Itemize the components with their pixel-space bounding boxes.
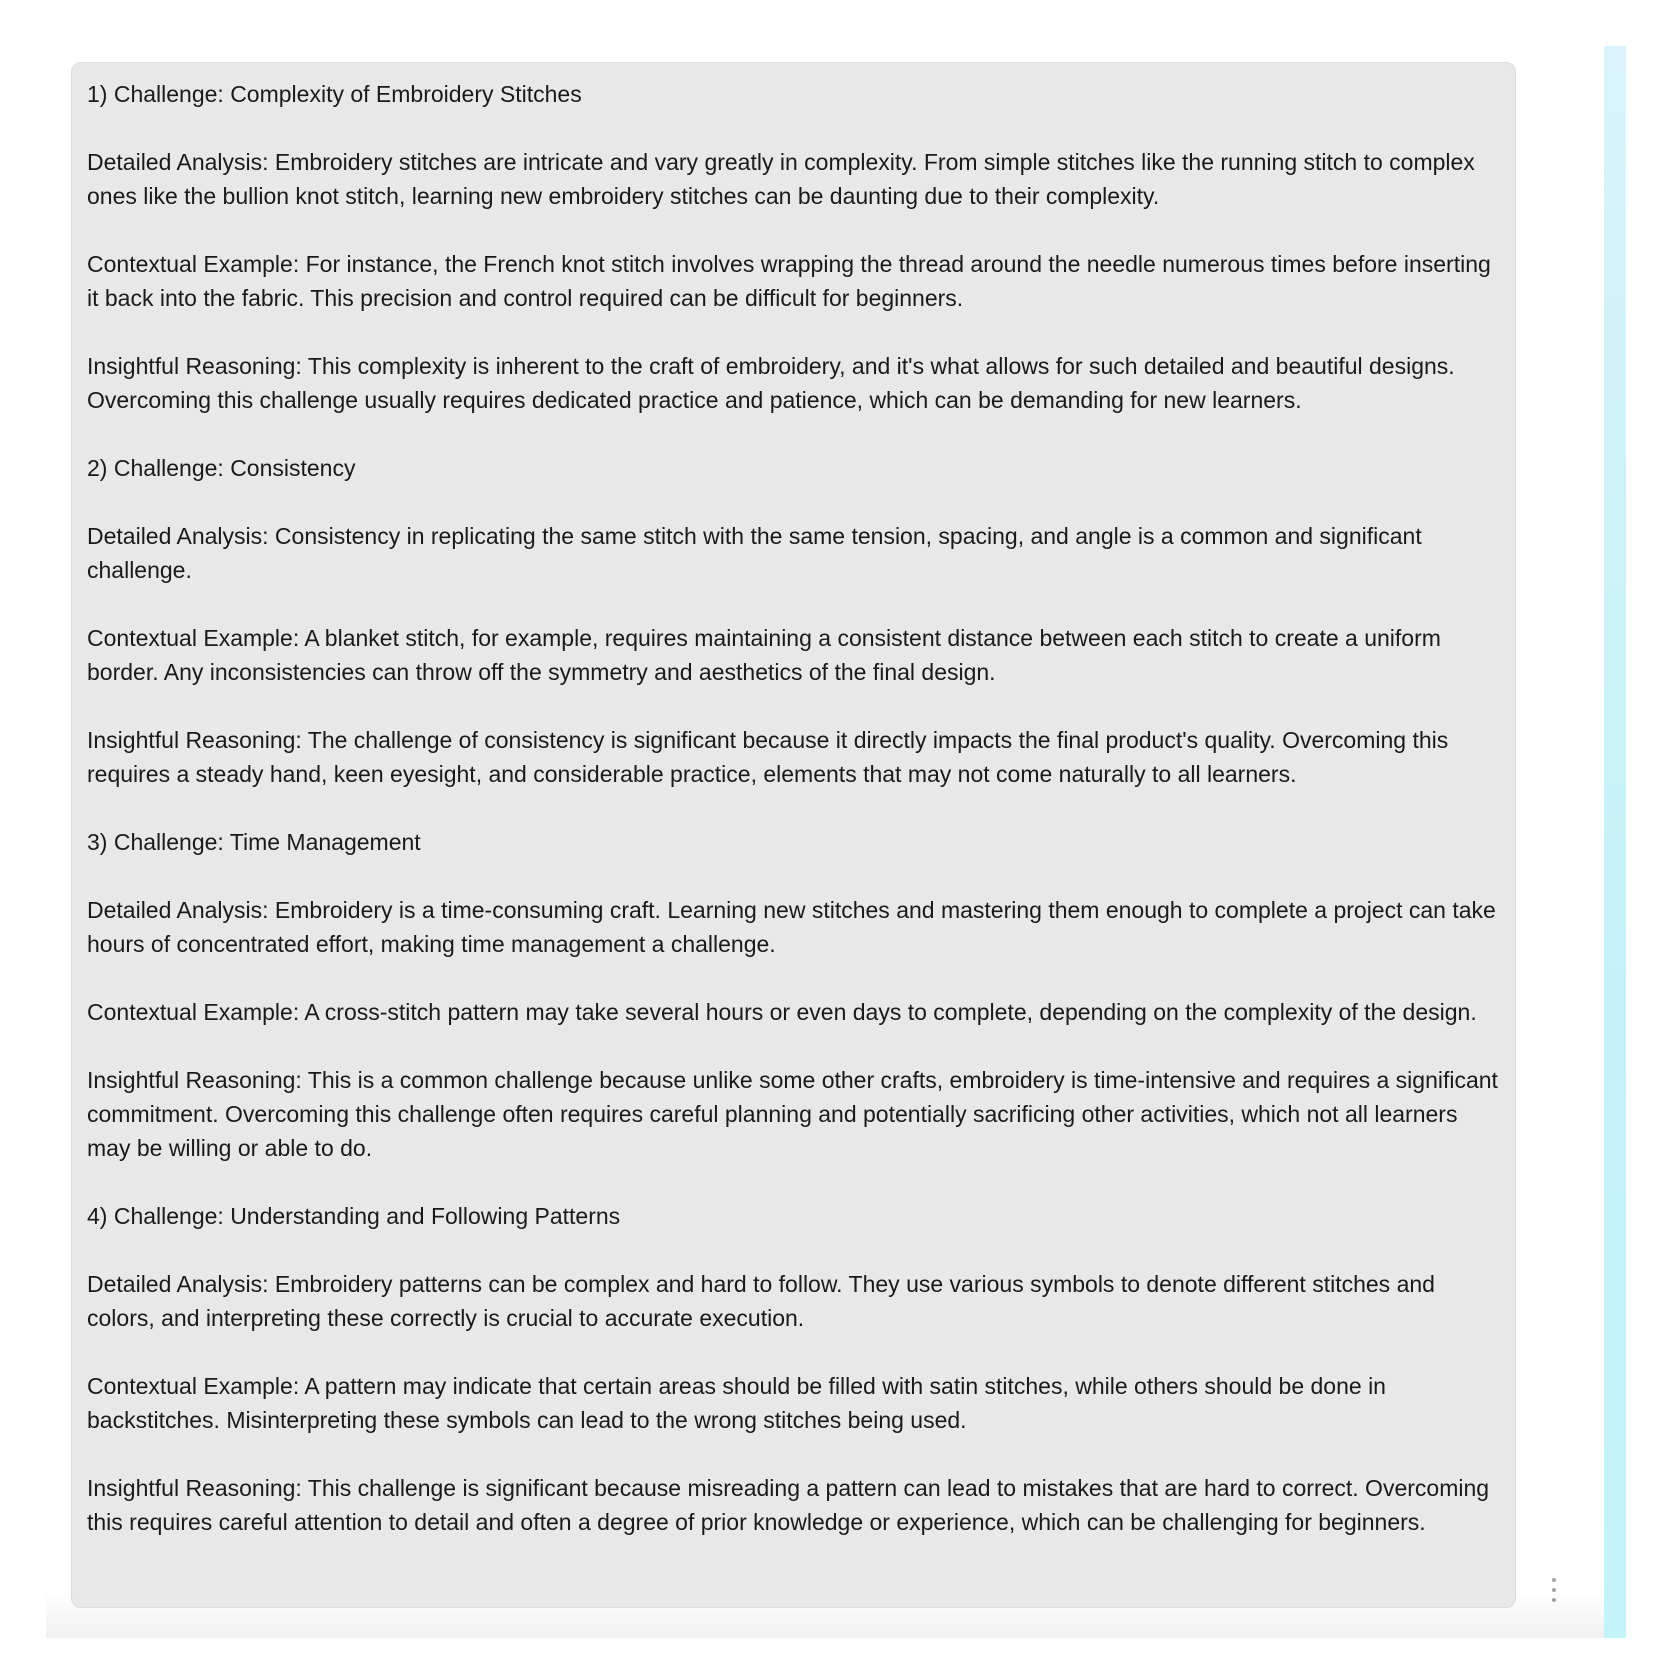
message-bubble: [71, 62, 1516, 1608]
challenge-2-heading: 2) Challenge: Consistency: [87, 455, 356, 481]
vertical-ellipsis-icon[interactable]: [1540, 1570, 1568, 1610]
challenge-4-example: Contextual Example: A pattern may indicate that certain areas should be filled with satin stitches, while others should be done in backstitches. Misinterpreting these symbols can lead to the wrong stitches being used.: [87, 1373, 1386, 1433]
challenge-3-analysis: Detailed Analysis: Embroidery is a time-consuming craft. Learning new stitches and mastering them enough to complete a project can take hours of concentrated effort, making time management a challenge.: [87, 897, 1496, 957]
challenge-1-analysis: Detailed Analysis: Embroidery stitches are intricate and vary greatly in complexity. From simple stitches like the running stitch to complex ones like the bullion knot stitch, learning new embroidery stitches can be daunting due to their complexity.: [87, 149, 1475, 209]
challenge-1-reasoning: Insightful Reasoning: This complexity is inherent to the craft of embroidery, and it's what allows for such detailed and beautiful designs. Overcoming this challenge usually requires dedicated practice and patience, which can be demanding for new learners.: [87, 353, 1455, 413]
challenge-3-reasoning: Insightful Reasoning: This is a common challenge because unlike some other crafts, embroidery is time-intensive and requires a significant commitment. Overcoming this challenge often requires careful planning and potentially sacrificing other activities, which not all learners may be willing or able to do.: [87, 1067, 1498, 1161]
challenge-2-analysis: Detailed Analysis: Consistency in replicating the same stitch with the same tension, spacing, and angle is a common and significant challenge.: [87, 523, 1422, 583]
challenge-4-heading: 4) Challenge: Understanding and Following Patterns: [87, 1203, 621, 1229]
scrollbar-track[interactable]: [1604, 46, 1626, 1638]
challenge-4-analysis: Detailed Analysis: Embroidery patterns can be complex and hard to follow. They use various symbols to denote different stitches and colors, and interpreting these correctly is crucial to accurate execution.: [87, 1271, 1435, 1331]
challenge-4-reasoning: Insightful Reasoning: This challenge is significant because misreading a pattern can lead to mistakes that are hard to correct. Overcoming this requires careful attention to detail and often a degree of prior knowledge or experience, which can be challenging for beginners.: [87, 1475, 1490, 1535]
challenge-2-example: Contextual Example: A blanket stitch, for example, requires maintaining a consistent distance between each stitch to create a uniform border. Any inconsistencies can throw off the symmetry and aesthetics of the final design.: [87, 625, 1441, 685]
menu-dot: [1552, 1578, 1556, 1582]
challenge-1-heading: 1) Challenge: Complexity of Embroidery Stitches: [87, 81, 582, 107]
challenge-3-example: Contextual Example: A cross-stitch pattern may take several hours or even days to complete, depending on the complexity of the design.: [87, 999, 1477, 1025]
challenge-2-reasoning: Insightful Reasoning: The challenge of consistency is significant because it directly impacts the final product's quality. Overcoming this requires a steady hand, keen eyesight, and considerable practice, elements that may not come naturally to all learners.: [87, 727, 1449, 787]
menu-dot: [1552, 1588, 1556, 1592]
challenge-1-example: Contextual Example: For instance, the French knot stitch involves wrapping the thread around the needle numerous times before inserting it back into the fabric. This precision and control required can be difficult for beginners.: [87, 251, 1491, 311]
menu-dot: [1552, 1598, 1556, 1602]
challenge-3-heading: 3) Challenge: Time Management: [87, 829, 421, 855]
